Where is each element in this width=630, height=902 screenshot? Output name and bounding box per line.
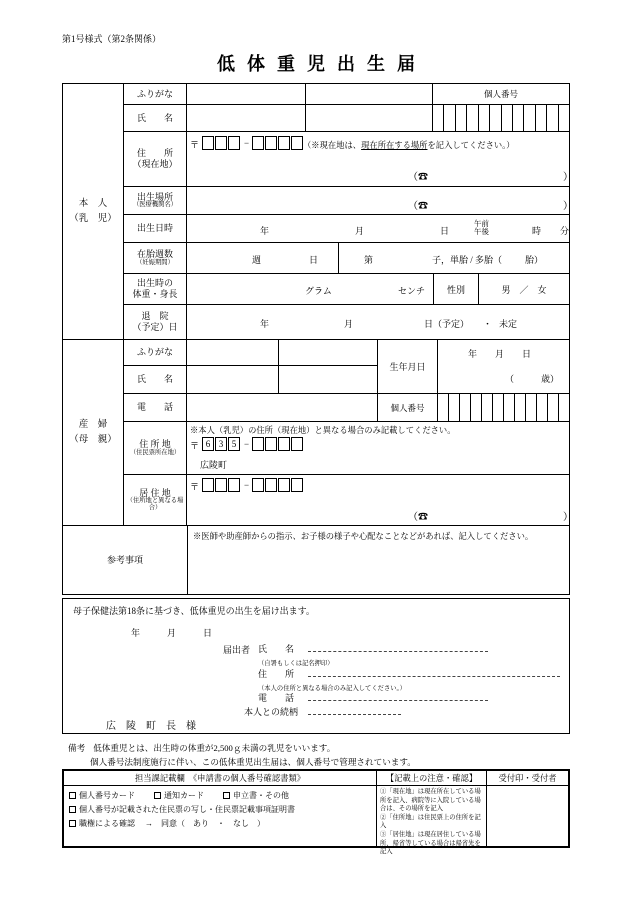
label-text: 在胎週数 [136,249,173,260]
office-table-header [64,771,568,786]
notifier-address-field [258,667,560,680]
unit-month: 月 [355,226,365,236]
digit-box[interactable] [536,394,547,421]
unit-year: 年 [260,226,270,236]
checkbox-icon[interactable] [69,806,76,813]
mother-address-label [124,422,187,474]
mother-address-note: ※本人（乳児）の住所（現在地）と異なる場合のみ記載してください。 [190,426,456,435]
header-cautions [376,771,486,785]
reference-input[interactable] [188,526,569,594]
digit-box[interactable]: 6 [202,437,214,451]
label-text: 出生場所 [136,191,173,202]
unit-week: 週 [252,255,262,265]
digit-box[interactable] [228,478,240,492]
row-mother-name [124,365,377,393]
infant-discharge-label [124,305,187,339]
caution-note-3: ③「居住地」は現在居住している場所、帰省等している場合は帰省先を記入 [380,830,481,856]
label-subtext: （住民票所在地） [129,448,181,456]
label-subtext: （現在地） [132,159,178,169]
postal-mark: 〒 [190,482,200,492]
unit-ymd: 年 月 日 [468,349,532,359]
infant-name-input-2[interactable] [305,105,432,131]
unit-day: 日 [440,226,450,236]
remarks-text: 低体重児とは、出生時の体重が2,500ｇ未満の乳児をいいます。 [93,743,336,753]
infant-furigana-input-2[interactable] [305,84,432,104]
digit-box[interactable] [278,437,290,451]
unit-age: （ 歳） [504,374,559,384]
checkbox-item[interactable] [69,805,295,814]
section-mother-line1: 産 婦 [78,420,108,431]
infant-personal-number-header [432,84,569,104]
checkbox-label: 職権による確認 [79,819,135,828]
fill-line[interactable] [308,706,401,715]
mother-birthdate-input[interactable] [437,340,569,393]
postal-mark: 〒 [190,140,200,150]
notifier-name-field [258,642,488,655]
section-mother-line2: （母 親） [69,434,117,445]
digit-box[interactable] [228,136,240,150]
option-am: 午前 [474,219,489,228]
label-subtext: （住所地と異なる場合） [126,497,184,512]
label-text: 参考事項 [106,554,143,565]
mother-name-label [124,366,187,393]
digit-box[interactable] [433,105,443,131]
checkbox-icon[interactable] [223,792,230,799]
mother-phone-label [124,394,187,421]
office-table-body [64,786,568,856]
mother-name-input-2[interactable] [278,366,376,393]
checkbox-icon[interactable] [69,820,76,827]
header-department [64,771,376,785]
digit-box[interactable] [438,394,448,421]
label-text: 住 所 [136,148,173,159]
label-subtext: （妊娠期間） [136,258,174,266]
paren-open: （ [408,512,418,523]
row-infant-furigana [124,84,569,104]
digit-box[interactable] [535,105,546,131]
row-infant-address [124,131,573,186]
row-mother-name-block [124,339,569,393]
infant-birthdatetime-input[interactable] [187,215,569,242]
unit-day: 日 [309,255,319,265]
label-text-2: （予定）日 [132,322,178,332]
checkbox-item[interactable] [223,791,289,800]
option-pm: 午後 [474,227,489,237]
main-table [62,83,573,595]
option-undecided: 未定 [499,319,518,329]
notifier-relation-field [244,705,401,718]
header-receipt [486,771,568,785]
address-note: （本人の住所と異なる場合のみ記入してください。） [258,685,406,692]
digit-box[interactable] [547,394,558,421]
digit-box[interactable] [492,394,503,421]
digit-box[interactable] [278,478,290,492]
remarks-line2 [90,756,416,768]
digit-box[interactable] [443,105,454,131]
addressee: 広 陵 町 長 様 [106,721,196,732]
paren-close: ） [563,172,573,183]
label-text-2: 体重・身長 [132,289,178,299]
digit-box[interactable] [503,394,514,421]
sex-options[interactable] [478,274,569,304]
notifier-label: 届出者 [223,645,251,655]
digit-box[interactable] [265,136,277,150]
postal-mark: 〒 [190,441,200,451]
unit-cm: センチ [397,286,425,296]
digit-box[interactable] [470,394,481,421]
infant-birthplace-input[interactable] [187,187,573,214]
digit-box[interactable] [265,478,277,492]
unit-gram: グラム [305,286,332,296]
digit-box[interactable] [478,105,489,131]
checkbox-label: 個人番号カード [79,791,135,800]
postal-dash: − [244,480,250,490]
mother-furigana-input-2[interactable] [278,340,376,365]
digit-box[interactable] [202,136,214,150]
note-prefix: （※現在地は、 [303,141,362,150]
header-text: 受付印・受付者 [498,774,557,783]
checkbox-icon[interactable] [154,792,161,799]
infant-personal-number-boxes [432,105,569,131]
row-reference [63,525,569,594]
mother-name-input[interactable] [187,366,278,393]
digit-box[interactable] [512,105,523,131]
page-title: 低体重児出生届 [217,54,427,74]
postal-code-input [202,437,304,451]
digit-box[interactable] [291,136,303,150]
label-text: 個人番号 [390,402,425,413]
reference-label [63,526,188,594]
receipt-stamp-area [486,786,568,846]
caution-notes [376,786,486,856]
digit-box[interactable]: 5 [228,437,240,451]
digit-box[interactable] [481,394,492,421]
label-text: 氏 名 [136,112,173,123]
checkbox-item[interactable] [69,791,135,800]
digit-box[interactable] [252,437,264,451]
consent-options: → 同意（ あり ・ なし ） [145,819,265,828]
label-subtext: （医療機関名） [132,201,178,209]
office-use-table [62,769,570,856]
mother-personal-number-header [377,394,437,421]
row-infant-gestation [124,242,569,273]
separator-dot: ・ [483,319,493,329]
phone-icon [408,508,428,523]
town-name: 広陵町 [200,460,228,470]
unit-hour: 時 [532,226,542,236]
caution-note-1: ①「現在地」は現在所在している場所を記入、病院等に入院している場合は、その場所を記入 [380,788,481,813]
phone-icon [408,197,428,212]
mother-personal-number-boxes [437,394,569,421]
current-address-note [303,139,515,151]
label-text: 居 住 地 [139,487,171,498]
declaration-statement: 母子保健法第18条に基づき、低体重児の出生を届け出ます。 [73,606,315,616]
declaration-box [62,598,570,734]
ordinal-prefix: 第 [364,255,374,265]
digit-box[interactable] [291,437,303,451]
discharge-date-input[interactable] [187,305,569,339]
note-underline: 現在所在する場所 [361,141,428,150]
digit-box[interactable] [291,478,303,492]
postal-code-input [202,136,304,150]
digit-box[interactable] [514,394,525,421]
row-infant-birthplace [124,186,573,214]
infant-furigana-label [124,84,187,104]
am-pm-options [474,220,489,237]
digit-box[interactable] [523,105,534,131]
header-text: 担当課記載欄 《申請書の個人番号確認書類》 [134,774,306,783]
note-suffix: を記入してください。） [427,141,515,150]
mother-furigana-label [124,340,187,365]
row-mother-furigana [124,340,377,365]
digit-box[interactable]: 3 [215,437,227,451]
digit-box[interactable] [202,478,214,492]
sex-label [433,274,478,304]
infant-weight-label [124,274,187,304]
mother-phone-input[interactable] [187,394,377,421]
row-mother-residence [124,474,573,525]
row-mother-phone [124,393,569,421]
phone-icon [408,168,428,183]
digit-box[interactable] [252,478,264,492]
mother-name-left [124,340,377,393]
infant-birthdatetime-label [124,215,187,242]
postal-code-input [202,478,304,492]
label-text: 出生時の [136,278,173,289]
field-label: 氏 名 [258,644,295,654]
digit-box[interactable] [459,394,470,421]
section-infant-label [63,84,123,339]
digit-box[interactable] [215,136,227,150]
name-note: （自署もしくは記名押印） [258,660,334,667]
checkbox-label: 通知カード [164,791,204,800]
notifier-phone-field [258,691,488,704]
section-column [63,84,124,525]
mother-address-input[interactable] [187,422,569,474]
field-label: 本人との続柄 [244,707,299,717]
telephone-icon: ☎ [418,512,428,523]
checkbox-icon[interactable] [69,792,76,799]
checkbox-label: 個人番号が記載された住民票の写し・住民票記載事項証明書 [79,805,295,814]
row-infant-discharge [124,304,569,339]
digit-box[interactable] [455,105,466,131]
paren-open: （ [408,172,418,183]
infant-address-label [124,132,187,186]
row-infant-birthdatetime [124,214,569,242]
digit-box[interactable] [525,394,536,421]
postal-dash: − [244,439,250,449]
digit-box[interactable] [215,478,227,492]
gestation-weeks-input[interactable] [187,243,338,273]
unit-minute: 分 [560,226,570,236]
row-infant-weight [124,273,569,304]
postal-dash: − [244,138,250,148]
digit-box[interactable] [501,105,512,131]
checkbox-line-1 [69,789,371,803]
header-text: 【記載上の注意・確認】 [385,774,478,783]
option-text: 男 ／ 女 [501,284,547,295]
infant-name-label [124,105,187,131]
section-mother-label [63,339,123,525]
section-infant-line2: （乳 児） [69,213,117,224]
digit-box[interactable] [489,105,500,131]
label-text: 退 院 [141,311,169,322]
fill-line[interactable] [308,668,560,677]
label-text: 個人番号 [483,89,518,99]
mother-furigana-input[interactable] [187,340,278,365]
remarks-line1 [68,742,335,754]
paren-open: （ [408,201,418,212]
field-label: 住 所 [258,669,295,679]
weight-height-input[interactable] [187,274,433,304]
multiplicity-suffix: 胎） [525,255,544,265]
gestation-multiplicity-input[interactable] [338,243,569,273]
digit-box[interactable] [252,136,264,150]
digit-box[interactable] [278,136,290,150]
checkbox-line-2 [69,803,371,817]
checkbox-item[interactable] [69,819,135,828]
label-text: 電 話 [136,402,173,413]
row-mother-address [124,421,569,474]
digit-box[interactable] [546,105,557,131]
unit-month: 月 [344,319,354,329]
digit-box[interactable] [265,437,277,451]
mother-birthdate-label [377,340,437,393]
telephone-icon: ☎ [418,201,428,212]
mother-residence-label [124,475,187,525]
paren-close: ） [563,201,573,212]
fill-line[interactable] [308,643,488,652]
remarks-label: 備考 [68,743,86,753]
unit-day-planned: 日（予定） [424,319,470,329]
digit-box[interactable] [448,394,459,421]
label-text: ふりがな [136,88,173,99]
reference-note: ※医師や助産師からの指示、お子様の様子や心配なことなどがあれば、記入してください。 [193,532,534,541]
label-text: ふりがな [136,346,173,357]
label-text: 氏 名 [136,373,173,384]
telephone-icon: ☎ [418,172,428,183]
form-number: 第1号様式（第2条関係） [62,34,162,44]
mother-residence-input[interactable] [187,475,573,525]
infant-gestation-label [124,243,187,273]
infant-birthplace-label [124,187,187,214]
digit-box[interactable] [466,105,477,131]
field-label: 電 話 [258,693,295,703]
label-text: 生年月日 [389,362,426,372]
remarks-text: 個人番号法制度施行に伴い、この低体重児出生届は、個人番号で管理されています。 [90,757,416,767]
section-infant-line1: 本 人 [78,199,108,210]
paren-close: ） [563,512,573,523]
checkbox-label: 申立書・その他 [233,791,289,800]
infant-name-input[interactable] [187,105,305,131]
digit-box[interactable] [558,105,569,131]
label-text: 性別 [446,284,465,295]
id-verification-checkboxes [64,786,376,846]
infant-furigana-input[interactable] [187,84,305,104]
infant-address-input[interactable] [187,132,573,186]
fill-line[interactable] [308,692,488,701]
checkbox-item[interactable] [154,791,204,800]
caution-note-2: ②「住所地」は住民票上の住所を記入 [380,813,481,830]
label-text: 住 所 地 [139,439,171,450]
digit-box[interactable] [558,394,569,421]
checkbox-line-3 [69,817,371,831]
row-infant-name [124,104,569,131]
label-text: 出生日時 [136,223,173,234]
multiplicity-text: 子，単胎 / 多胎（ [432,255,503,265]
declaration-date: 年 月 日 [131,628,213,638]
unit-year: 年 [260,319,270,329]
